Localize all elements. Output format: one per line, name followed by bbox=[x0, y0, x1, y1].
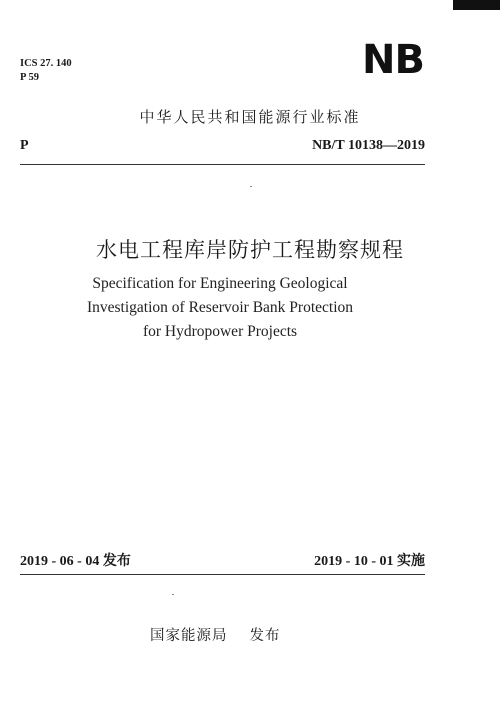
title-english bbox=[0, 272, 440, 344]
classification-letter: P bbox=[20, 138, 29, 153]
title-english-line: Specification for Engineering Geological bbox=[92, 275, 348, 292]
title-chinese: 水电工程库岸防护工程勘察规程 bbox=[96, 238, 404, 262]
standard-number: NB/T 10138—2019 bbox=[312, 138, 425, 153]
scan-speck bbox=[250, 186, 252, 187]
standard-category: 中华人民共和国能源行业标准 bbox=[139, 108, 361, 126]
implementation-date: 2019 - 10 - 01 实施 bbox=[314, 554, 425, 569]
issue-date: 2019 - 06 - 04 发布 bbox=[20, 554, 131, 569]
nb-logo: NB bbox=[362, 37, 424, 83]
title-english-line: for Hydropower Projects bbox=[142, 323, 298, 340]
ics-code: ICS 27. 140 bbox=[20, 58, 72, 69]
top-divider bbox=[20, 164, 425, 165]
classification-codes bbox=[20, 57, 72, 85]
ccs-code: P 59 bbox=[20, 72, 39, 83]
bottom-divider bbox=[20, 574, 425, 575]
issuer bbox=[150, 624, 281, 645]
issuer-org: 国家能源局 bbox=[150, 628, 228, 644]
title-english-line: Investigation of Reservoir Bank Protection bbox=[86, 299, 354, 316]
issuer-action: 发布 bbox=[249, 628, 281, 644]
corner-registration-mark bbox=[453, 0, 500, 9]
scan-speck bbox=[172, 594, 174, 595]
